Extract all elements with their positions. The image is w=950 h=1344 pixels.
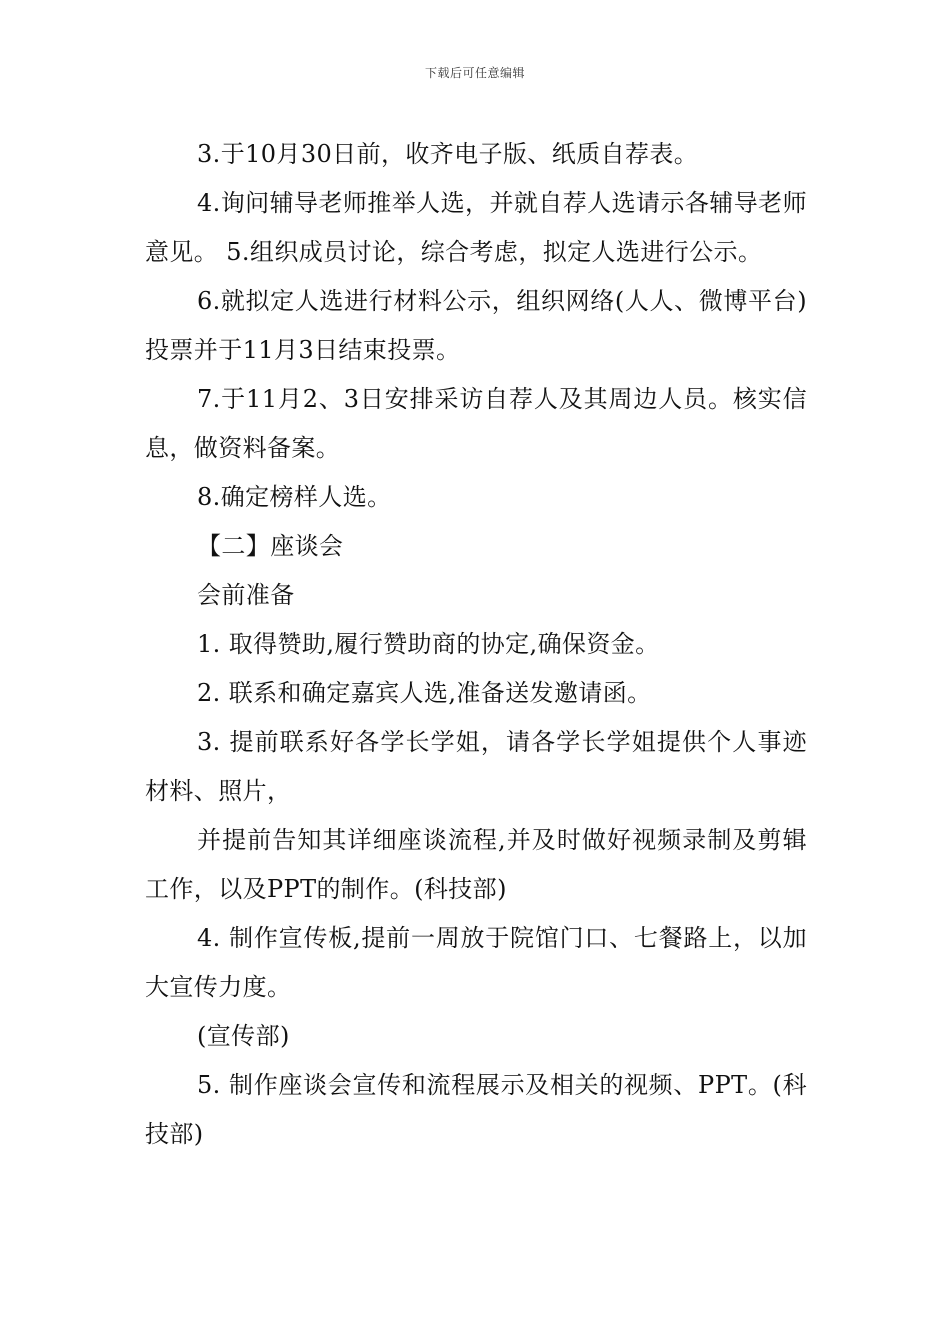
- subsection-heading: 会前准备: [197, 581, 295, 609]
- document-body: [145, 130, 807, 1159]
- list-item-3: 3. 提前联系好各学长学姐，请各学长学姐提供个人事迹材料、照片，: [145, 728, 807, 805]
- header-note: 下载后可任意编辑: [424, 66, 525, 80]
- list-item-2: 2. 联系和确定嘉宾人选,准备送发邀请函。: [197, 679, 652, 707]
- section-heading: 【二】座谈会: [197, 532, 344, 560]
- paragraph-item-8: 8.确定榜样人选。: [197, 483, 392, 511]
- paragraph-item-6: 6.就拟定人选进行材料公示，组织网络(人人、微博平台)投票并于11月3日结束投票。: [145, 287, 807, 364]
- paragraph-item-7: 7.于11月2、3日安排采访自荐人及其周边人员。核实信息，做资料备案。: [145, 385, 807, 462]
- paragraph-item-3: 3.于10月30日前，收齐电子版、纸质自荐表。: [197, 140, 699, 168]
- list-item-5: 5. 制作座谈会宣传和流程展示及相关的视频、PPT。(科技部): [145, 1071, 807, 1148]
- list-item-1: 1. 取得赞助,履行赞助商的协定,确保资金。: [197, 630, 660, 658]
- list-item-4-note: (宣传部): [197, 1022, 290, 1050]
- list-item-3-continued: 并提前告知其详细座谈流程,并及时做好视频录制及剪辑工作，以及PPT的制作。(科技部): [145, 826, 807, 903]
- paragraph-item-4-5: 4.询问辅导老师推举人选，并就自荐人选请示各辅导老师意见。 5.组织成员讨论，综合考虑，拟定人选进行公示。: [145, 189, 807, 266]
- list-item-4: 4. 制作宣传板,提前一周放于院馆门口、七餐路上，以加大宣传力度。: [145, 924, 807, 1001]
